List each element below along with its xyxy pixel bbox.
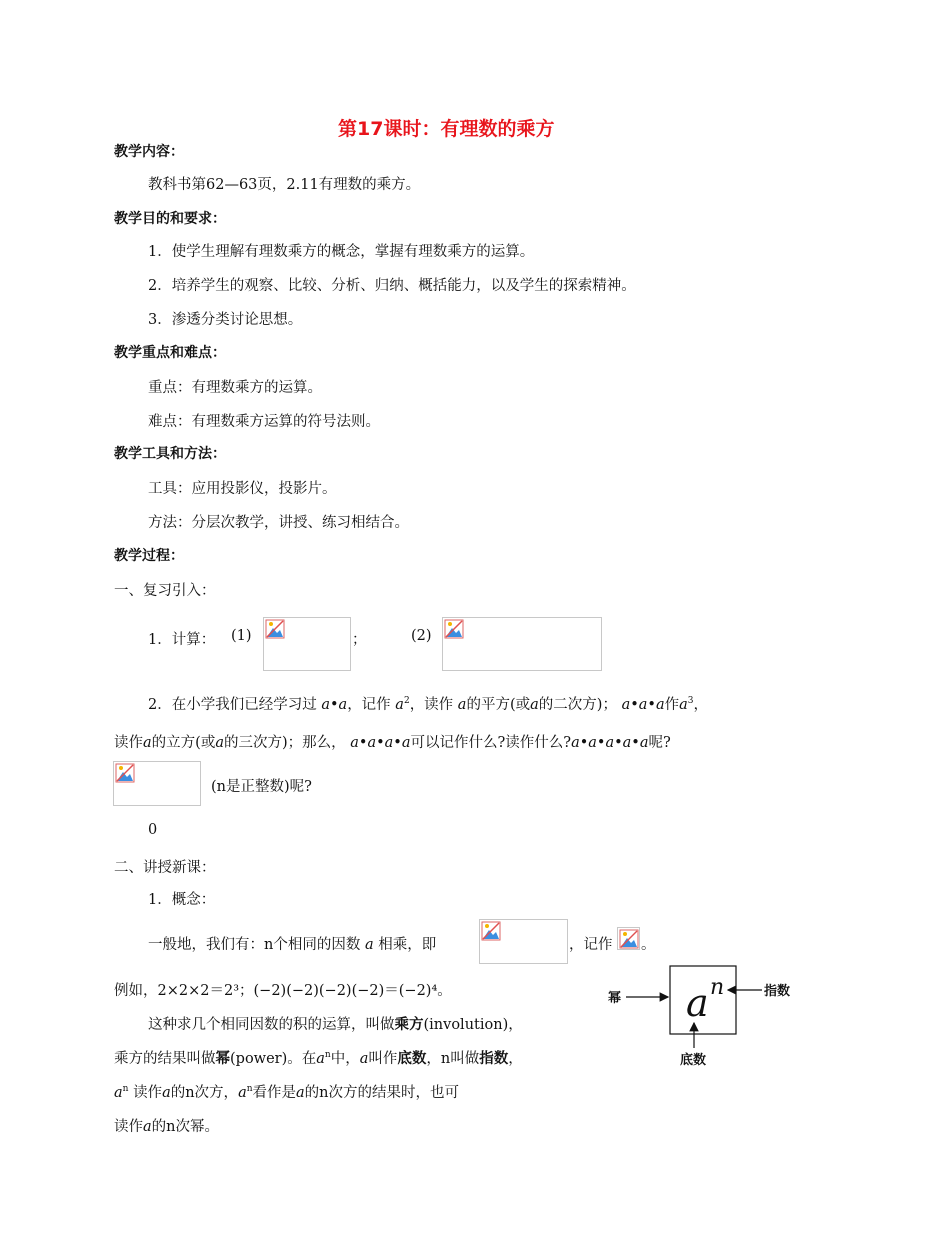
text-segment: 作 — [664, 697, 680, 713]
method-text: 方法：分层次教学，讲授、练习相结合。 — [148, 515, 409, 531]
var-a: a — [162, 1085, 171, 1101]
term-involution: 乘方 — [394, 1017, 424, 1033]
expr-a-a-a: a•a•a — [621, 697, 665, 713]
paragraph-2-line-1: 2．在小学我们已经学习过 a•a，记作 $a^2$，读作 a的平方(或a的二次方)； a•a•a作$a^3$， — [148, 696, 708, 713]
broken-image-icon — [619, 929, 639, 949]
text-segment: (power)。在 — [230, 1051, 317, 1067]
zero-text: 0 — [148, 822, 158, 838]
goal-item-3: 3．渗透分类讨论思想。 — [148, 312, 303, 328]
text-segment: (involution)， — [423, 1017, 523, 1033]
expr-a4: a•a•a•a — [350, 735, 411, 751]
text-segment: 的n次方， — [170, 1085, 239, 1101]
n-note: (n是正整数)呢? — [211, 779, 312, 795]
image-placeholder-an — [113, 761, 201, 806]
general-line-a — [148, 933, 436, 954]
text-segment: 读作 — [114, 735, 143, 751]
tools-text: 工具：应用投影仪，投影片。 — [148, 481, 337, 497]
text-segment: 中， — [330, 1051, 360, 1067]
content-text: 教科书第62—63页，2.11有理数的乘方。 — [148, 177, 421, 193]
broken-image-icon — [265, 619, 285, 639]
calc-1-label: (1) — [231, 628, 252, 644]
heading-key-points: 教学重点和难点： — [114, 345, 226, 361]
broken-image-icon — [444, 619, 464, 639]
term-power: 幂 — [215, 1051, 230, 1067]
example-line: 例如，2×2×2＝2³；(−2)(−2)(−2)(−2)＝(−2)⁴。 — [114, 983, 452, 999]
definition-line-3 — [114, 1081, 459, 1102]
var-a: a — [679, 697, 688, 713]
text-segment: 的立方(或 — [151, 735, 216, 751]
power-diagram — [604, 960, 804, 1070]
text-segment: 看作是 — [252, 1085, 297, 1101]
sup-3: 3 — [687, 696, 694, 707]
calc-2-label: (2) — [411, 628, 432, 644]
text-segment: 2．在小学我们已经学习过 — [148, 697, 317, 713]
text-segment: 的二次方)； — [538, 697, 617, 713]
broken-image-icon — [115, 763, 135, 783]
text-segment: ，n叫做 — [426, 1051, 480, 1067]
var-a: a — [114, 1085, 123, 1101]
text-segment: ， — [508, 1051, 523, 1067]
definition-line-1 — [148, 1013, 523, 1034]
var-a: a — [530, 697, 539, 713]
text-segment: 读作 — [133, 1085, 163, 1101]
diagram-base-letter: a — [686, 981, 709, 1025]
part1-heading: 一、复习引入： — [114, 583, 216, 599]
definition-line-2 — [114, 1047, 523, 1068]
text-segment: ，读作 — [409, 697, 454, 713]
paragraph-2-line-2 — [114, 731, 671, 752]
image-placeholder-calc-2 — [442, 617, 602, 671]
part2-heading: 二、讲授新课： — [114, 860, 216, 876]
concept-heading: 1．概念： — [148, 892, 216, 908]
sup-2: 2 — [403, 696, 410, 707]
text-segment: 乘方的结果叫做 — [114, 1051, 216, 1067]
calc-label: 1．计算： — [148, 632, 216, 648]
var-a: a — [364, 937, 374, 953]
heading-tools: 教学工具和方法： — [114, 446, 226, 462]
term-exponent: 指数 — [479, 1051, 509, 1067]
sup-n: n — [324, 1050, 331, 1061]
text-segment: 呢? — [648, 735, 671, 751]
expr-a-a: a•a — [321, 697, 348, 713]
general-line-c: ，记作 — [569, 937, 613, 953]
goal-item-2: 2．培养学生的观察、比较、分析、归纳、概括能力，以及学生的探索精神。 — [148, 278, 636, 294]
text-segment: ，记作 — [347, 697, 391, 713]
text-segment: 的平方(或 — [466, 697, 531, 713]
var-a: a — [143, 1119, 152, 1135]
heading-process: 教学过程： — [114, 548, 184, 564]
text-segment: 叫作 — [368, 1051, 398, 1067]
text-segment: 的n次幂。 — [151, 1119, 219, 1135]
term-base: 底数 — [397, 1051, 427, 1067]
text-segment: 的n次方的结果时，也可 — [304, 1085, 460, 1101]
diagram-label-exponent: 指数 — [764, 984, 791, 999]
text-segment: 的三次方)；那么， — [223, 735, 346, 751]
definition-line-4 — [114, 1115, 219, 1136]
diagram-exponent-letter: n — [710, 975, 725, 1000]
text-segment: 这种求几个相同因数的积的运算，叫做 — [148, 1017, 395, 1033]
image-placeholder-product — [479, 919, 568, 964]
diagram-label-power: 幂 — [608, 991, 622, 1006]
var-a: a — [359, 1051, 369, 1067]
var-a: a — [395, 697, 404, 713]
image-placeholder-calc-1 — [263, 617, 351, 671]
page-title: 第17课时：有理数的乘方 — [338, 118, 555, 140]
text-segment: 可以记作什么?读作什么? — [410, 735, 572, 751]
sup-n: n — [122, 1084, 129, 1095]
var-a: a — [316, 1051, 325, 1067]
expr-a5: a•a•a•a•a — [571, 735, 649, 751]
var-a: a — [238, 1085, 247, 1101]
calc-separator: ； — [352, 632, 367, 648]
goal-item-1: 1．使学生理解有理数乘方的概念，掌握有理数乘方的运算。 — [148, 244, 535, 260]
var-a: a — [457, 697, 467, 713]
diagram-label-base: 底数 — [680, 1053, 707, 1068]
var-a: a — [143, 735, 152, 751]
var-a: a — [296, 1085, 305, 1101]
text-segment: 一般地，我们有：n个相同的因数 — [148, 937, 361, 953]
key-point: 重点：有理数乘方的运算。 — [148, 380, 322, 396]
difficulty-point: 难点：有理数乘方运算的符号法则。 — [148, 414, 380, 430]
text-segment: 读作 — [114, 1119, 143, 1135]
general-line-d: 。 — [641, 937, 656, 953]
heading-content: 教学内容： — [114, 144, 184, 160]
var-a: a — [215, 735, 224, 751]
image-placeholder-power — [617, 927, 640, 950]
heading-goals: 教学目的和要求： — [114, 211, 226, 227]
broken-image-icon — [481, 921, 501, 941]
text-segment: 相乘，即 — [378, 937, 437, 953]
sup-n: n — [246, 1084, 253, 1095]
